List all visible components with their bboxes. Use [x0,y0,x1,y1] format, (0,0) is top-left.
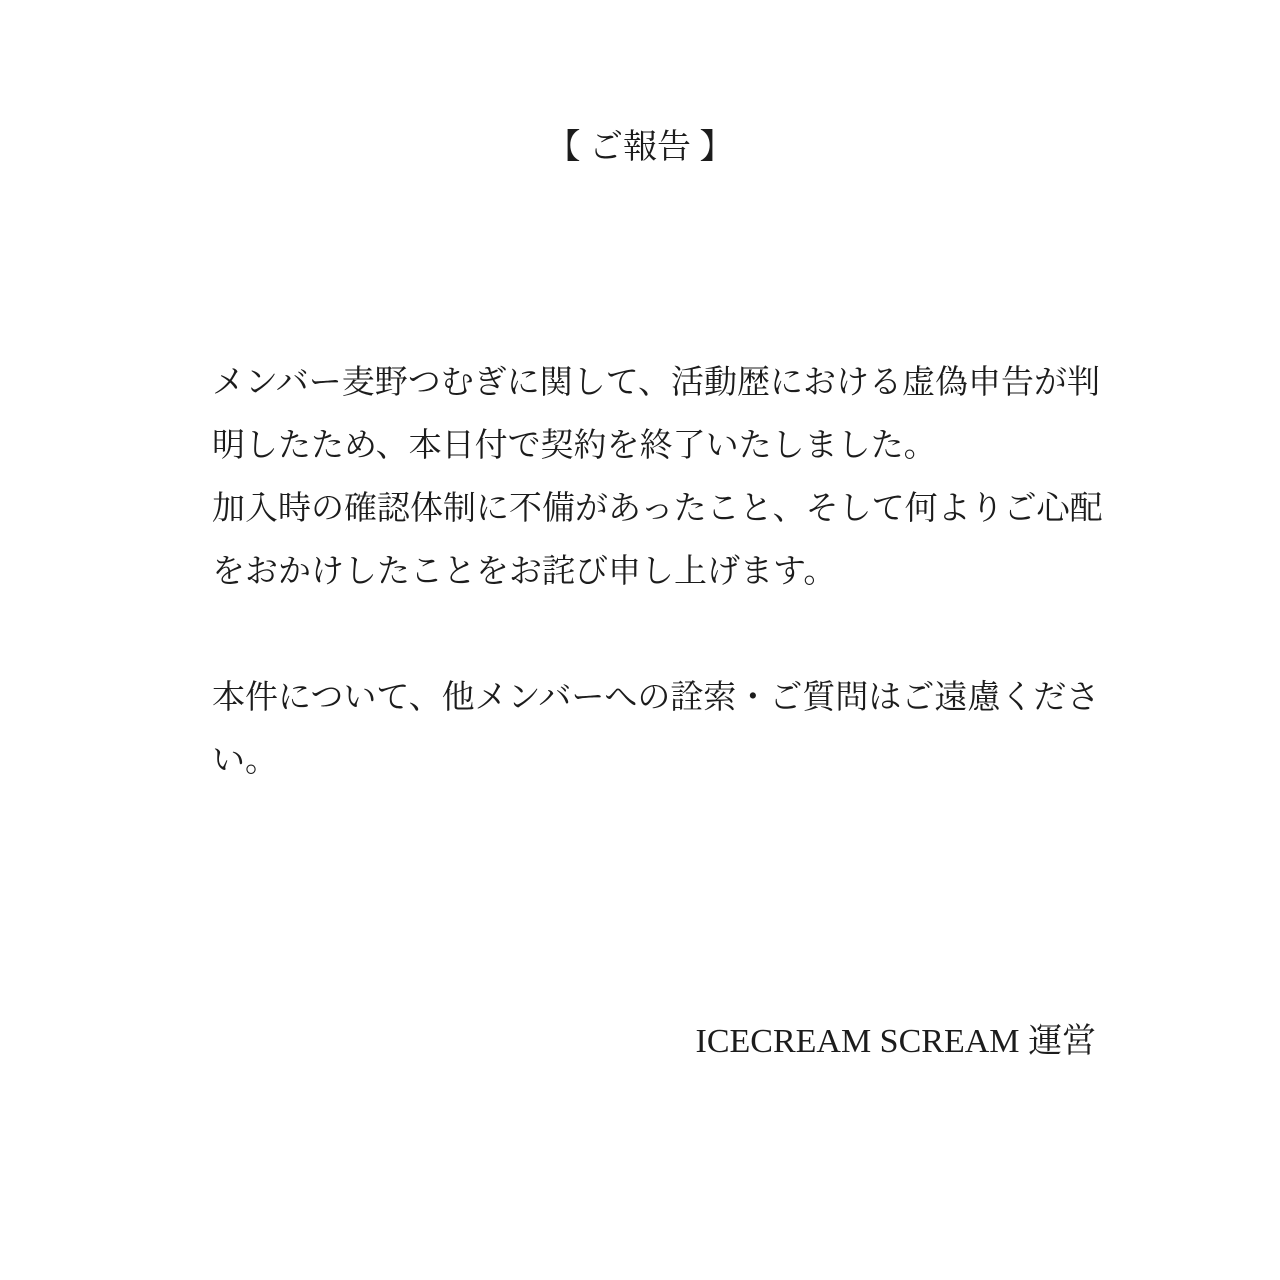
paragraph-request [212,667,1100,793]
announcement-body [212,352,1103,793]
text-line: い。 [212,743,278,779]
announcement-signature: ICECREAM SCREAM 運営 [695,1023,1096,1060]
text-line: 加入時の確認体制に不備があったこと、そして何よりご心配 [212,491,1103,527]
announcement-title: 【 ご報告 】 [546,129,734,166]
paragraph-dismissal [212,352,1103,604]
text-line: 明したため、本日付で契約を終了いたしました。 [212,428,937,464]
text-line: 本件について、他メンバーへの詮索・ご質問はご遠慮くださ [212,680,1100,716]
text-line: をおかけしたことをお詫び申し上げます。 [212,554,837,590]
text-line: メンバー麦野つむぎに関して、活動歴における虚偽申告が判 [212,365,1101,401]
